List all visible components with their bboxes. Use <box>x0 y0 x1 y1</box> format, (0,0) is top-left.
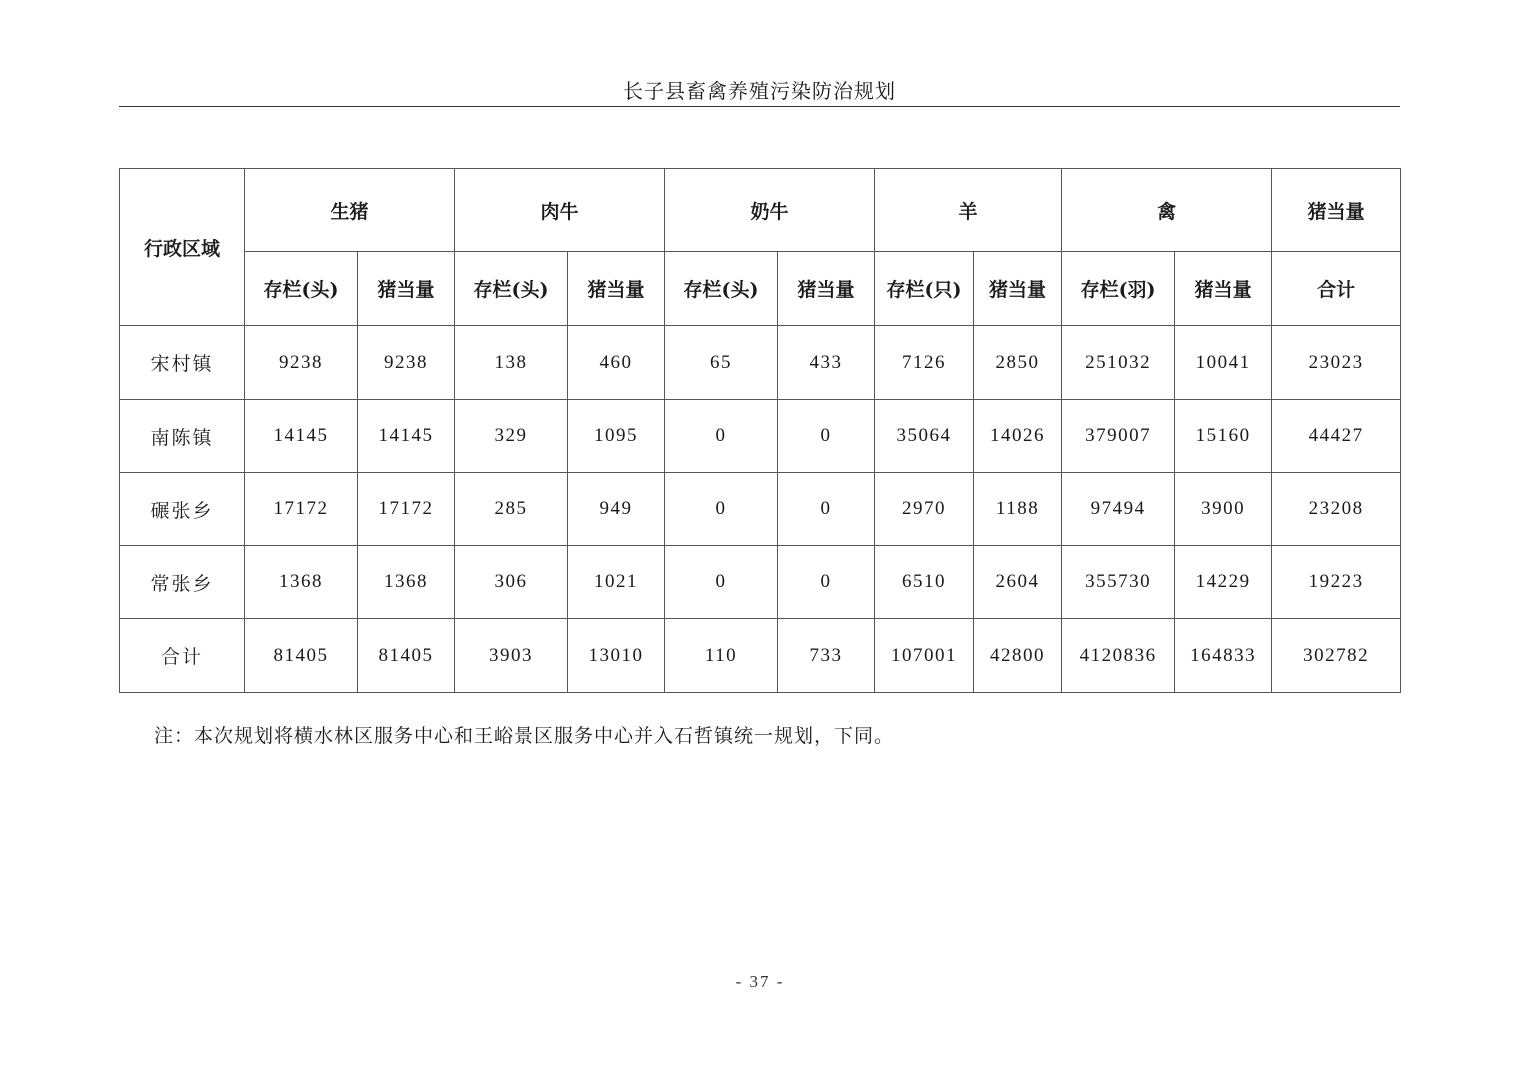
value-cell: 97494 <box>1062 473 1175 546</box>
value-cell: 14145 <box>245 400 358 473</box>
value-cell: 329 <box>455 400 568 473</box>
value-cell: 0 <box>665 473 778 546</box>
subheader-beef-equiv: 猪当量 <box>568 252 665 326</box>
value-cell: 4120836 <box>1062 619 1175 693</box>
table-note: 注：本次规划将横水林区服务中心和王峪景区服务中心并入石哲镇统一规划，下同。 <box>154 725 895 747</box>
region-cell: 合计 <box>120 619 245 693</box>
table-header-row-sub <box>120 252 1401 326</box>
region-header: 行政区域 <box>120 169 245 326</box>
region-cell: 常张乡 <box>120 546 245 619</box>
value-cell: 3903 <box>455 619 568 693</box>
value-cell: 42800 <box>974 619 1062 693</box>
subheader-beef-stock: 存栏(头) <box>455 252 568 326</box>
group-header-poultry: 禽 <box>1062 169 1272 252</box>
value-cell: 0 <box>778 546 875 619</box>
value-cell: 0 <box>778 473 875 546</box>
value-cell: 0 <box>665 400 778 473</box>
value-cell: 44427 <box>1272 400 1401 473</box>
value-cell: 2970 <box>875 473 974 546</box>
subheader-sheep-equiv: 猪当量 <box>974 252 1062 326</box>
value-cell: 14026 <box>974 400 1062 473</box>
subheader-sheep-stock: 存栏(只) <box>875 252 974 326</box>
table-row <box>120 546 1401 619</box>
value-cell: 13010 <box>568 619 665 693</box>
table-row-total <box>120 619 1401 693</box>
value-cell: 2850 <box>974 326 1062 400</box>
value-cell: 17172 <box>245 473 358 546</box>
value-cell: 14229 <box>1175 546 1272 619</box>
value-cell: 81405 <box>358 619 455 693</box>
value-cell: 733 <box>778 619 875 693</box>
value-cell: 10041 <box>1175 326 1272 400</box>
value-cell: 107001 <box>875 619 974 693</box>
value-cell: 23208 <box>1272 473 1401 546</box>
value-cell: 306 <box>455 546 568 619</box>
value-cell: 251032 <box>1062 326 1175 400</box>
value-cell: 9238 <box>358 326 455 400</box>
value-cell: 1095 <box>568 400 665 473</box>
value-cell: 6510 <box>875 546 974 619</box>
table-row <box>120 400 1401 473</box>
region-cell: 宋村镇 <box>120 326 245 400</box>
group-header-beef-cattle: 肉牛 <box>455 169 665 252</box>
value-cell: 7126 <box>875 326 974 400</box>
subheader-pig-equiv: 猪当量 <box>358 252 455 326</box>
value-cell: 379007 <box>1062 400 1175 473</box>
value-cell: 949 <box>568 473 665 546</box>
value-cell: 17172 <box>358 473 455 546</box>
value-cell: 23023 <box>1272 326 1401 400</box>
value-cell: 14145 <box>358 400 455 473</box>
value-cell: 1021 <box>568 546 665 619</box>
value-cell: 0 <box>665 546 778 619</box>
value-cell: 3900 <box>1175 473 1272 546</box>
subheader-poultry-equiv: 猪当量 <box>1175 252 1272 326</box>
group-header-sheep: 羊 <box>875 169 1062 252</box>
subheader-dairy-stock: 存栏(头) <box>665 252 778 326</box>
value-cell: 35064 <box>875 400 974 473</box>
value-cell: 138 <box>455 326 568 400</box>
subheader-poultry-stock: 存栏(羽) <box>1062 252 1175 326</box>
group-header-pig-equivalent: 猪当量 <box>1272 169 1401 252</box>
subheader-pig-stock: 存栏(头) <box>245 252 358 326</box>
value-cell: 285 <box>455 473 568 546</box>
value-cell: 164833 <box>1175 619 1272 693</box>
value-cell: 65 <box>665 326 778 400</box>
value-cell: 81405 <box>245 619 358 693</box>
region-cell: 南陈镇 <box>120 400 245 473</box>
table-row <box>120 473 1401 546</box>
value-cell: 1368 <box>358 546 455 619</box>
table-header-row-groups <box>120 169 1401 252</box>
page-header-title: 长子县畜禽养殖污染防治规划 <box>119 76 1400 107</box>
value-cell: 0 <box>778 400 875 473</box>
livestock-table <box>119 168 1401 693</box>
value-cell: 460 <box>568 326 665 400</box>
page-number: - 37 - <box>735 972 785 991</box>
group-header-dairy-cattle: 奶牛 <box>665 169 875 252</box>
group-header-pig: 生猪 <box>245 169 455 252</box>
value-cell: 9238 <box>245 326 358 400</box>
subheader-total: 合计 <box>1272 252 1401 326</box>
value-cell: 2604 <box>974 546 1062 619</box>
value-cell: 433 <box>778 326 875 400</box>
value-cell: 355730 <box>1062 546 1175 619</box>
value-cell: 15160 <box>1175 400 1272 473</box>
value-cell: 1368 <box>245 546 358 619</box>
value-cell: 1188 <box>974 473 1062 546</box>
subheader-dairy-equiv: 猪当量 <box>778 252 875 326</box>
table-row <box>120 326 1401 400</box>
value-cell: 110 <box>665 619 778 693</box>
value-cell: 19223 <box>1272 546 1401 619</box>
region-cell: 碾张乡 <box>120 473 245 546</box>
value-cell: 302782 <box>1272 619 1401 693</box>
